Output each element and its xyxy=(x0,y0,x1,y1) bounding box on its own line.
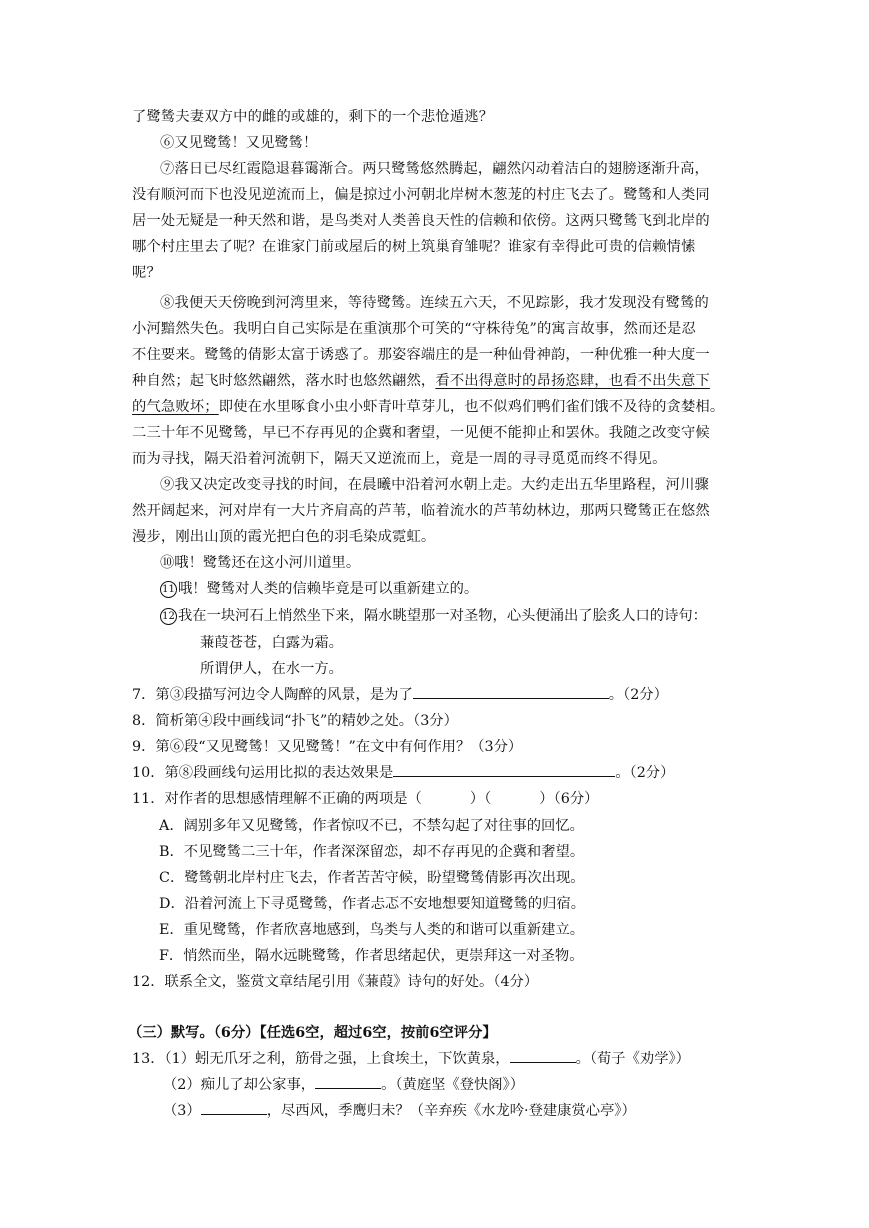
paragraph-12 xyxy=(160,603,707,629)
question-score: 。（2分） xyxy=(615,765,675,781)
question-score: 。（2分） xyxy=(608,687,668,703)
option-e: E．重见鹭鸶，作者欣喜地感到，鸟类与人类的和谐可以重新建立。 xyxy=(159,922,585,938)
paragraph-7-line: 没有顺河而下也没见逆流而上，偏是掠过小河朝北岸树木葱茏的村庄飞去了。鹭鸶和人类同 xyxy=(132,187,710,203)
question-text: 7．第③段描写河边令人陶醉的风景，是为了 xyxy=(132,687,413,703)
question-source: ，尽西风，季鹰归未？（辛弃疾《水龙吟·登建康赏心亭》） xyxy=(266,1103,636,1119)
option-a: A．阔别多年又见鹭鸶，作者惊叹不已，不禁勾起了对往事的回忆。 xyxy=(159,818,584,834)
answer-blank[interactable] xyxy=(315,1072,381,1089)
poem-line: 蒹葭苍苍，白露为霜。 xyxy=(200,635,343,651)
paragraph-9-line: 漫步，刚出山顶的霞光把白色的羽毛染成霓虹。 xyxy=(132,529,436,545)
question-text: （3） xyxy=(163,1103,201,1119)
paragraph-9-line: 然开阔起来，河对岸有一大片齐肩高的芦苇，临着流水的芦苇幼林边，那两只鹭鸶正在悠然 xyxy=(132,503,710,519)
answer-blank[interactable] xyxy=(510,1046,576,1063)
paragraph-7-line: 居一处无疑是一种天然和谐，是鸟类对人类善良天性的信赖和依傍。这两只鹭鸶飞到北岸的 xyxy=(132,213,710,229)
option-c: C．鹭鸶朝北岸村庄飞去，作者苦苦守候，盼望鹭鸶倩影再次出现。 xyxy=(159,870,585,886)
paragraph-text: 我在一块河石上悄然坐下来，隔水眺望那一对圣物，心头便涌出了脍炙人口的诗句： xyxy=(178,608,707,624)
question-13-1 xyxy=(132,1046,690,1072)
paragraph-9-line: ⑨我又决定改变寻找的时间，在晨曦中沿着河水朝上走。大约走出五华里路程，河川骤 xyxy=(160,477,709,493)
question-13-3 xyxy=(163,1098,636,1124)
paragraph-8-line: ⑧我便天天傍晚到河湾里来，等待鹭鸶。连续五六天，不见踪影，我才发现没有鹭鸶的 xyxy=(160,295,709,311)
underlined-sentence: 看不出得意时的昂扬恣肆，也看不出失意下 xyxy=(435,373,710,389)
answer-blank[interactable] xyxy=(393,760,615,777)
paragraph-7-line: 呢？ xyxy=(132,265,161,281)
question-7 xyxy=(132,682,668,708)
question-10 xyxy=(132,760,674,786)
poem-line: 所谓伊人，在水一方。 xyxy=(200,661,343,677)
paragraph-8-line: 二三十年不见鹭鸶，早已不存再见的企冀和奢望，一见便不能抑止和罢休。我随之改变守候 xyxy=(132,425,710,441)
answer-blank[interactable] xyxy=(201,1098,267,1115)
paragraph-number-circle: 12 xyxy=(160,608,177,625)
question-9: 9．第⑥段“又见鹭鸶！又见鹭鸶！”在文中有何作用？（3分） xyxy=(132,739,523,755)
paragraph-8-line xyxy=(132,368,710,394)
plain-text: 即使在水里啄食小虫小虾青叶草芽儿，也不似鸡们鸭们雀们饿不及待的贪婪相。 xyxy=(218,399,725,415)
paragraph-number-circle: 11 xyxy=(160,581,177,598)
question-12: 12．联系全文，鉴赏文章结尾引用《蒹葭》诗句的好处。（4分） xyxy=(132,974,539,990)
section-heading: （三）默写。（6分）【任选6空，超过6空，按前6空评分】 xyxy=(128,1025,497,1041)
underlined-sentence: 的气急败坏； xyxy=(132,399,219,415)
paragraph-8-line xyxy=(132,394,724,420)
option-f: F．悄然而坐，隔水远眺鹭鸶，作者思绪起伏，更崇拜这一对圣物。 xyxy=(159,948,584,964)
plain-text: 种自然；起飞时悠然翩然，落水时也悠然翩然， xyxy=(132,373,436,389)
question-source: 。（黄庭坚《登快阁》） xyxy=(381,1077,525,1093)
paragraph-11 xyxy=(160,576,478,602)
question-text: 13．（1）蚓无爪牙之利，筋骨之强，上食埃土，下饮黄泉， xyxy=(132,1051,510,1067)
paragraph-8-line: 而为寻找，隔天沿着河流朝下，隔天又逆流而上，竟是一周的寻寻觅觅而终不得见。 xyxy=(132,451,667,467)
question-text: ）（ xyxy=(469,791,492,807)
question-text: 10．第⑧段画线句运用比拟的表达效果是 xyxy=(132,765,394,781)
option-d: D．沿着河流上下寻觅鹭鸶，作者忐忑不安地想要知道鹭鸶的归宿。 xyxy=(159,896,586,912)
question-source: 。（荀子《劝学》） xyxy=(575,1051,690,1067)
paragraph-7-line: ⑦落日已尽红霞隐退暮霭渐合。两只鹭鸶悠然腾起，翩然闪动着洁白的翅膀逐渐升高， xyxy=(160,161,709,177)
option-b: B．不见鹭鸶二三十年，作者深深留恋，却不存再见的企冀和奢望。 xyxy=(159,844,585,860)
paragraph-line: 了鹭鸶夫妻双方中的雌的或雄的，剩下的一个悲怆遁逃？ xyxy=(132,109,494,125)
paragraph-10: ⑩哦！鹭鸶还在这小河川道里。 xyxy=(160,555,361,571)
paragraph-text: 哦！鹭鸶对人类的信赖毕竟是可以重新建立的。 xyxy=(178,581,479,597)
paragraph-7-line: 哪个村庄里去了呢？在谁家门前或屋后的树上筑巢育雏呢？谁家有幸得此可贵的信赖情愫 xyxy=(132,239,696,255)
question-text: （2）痴儿了却公家事， xyxy=(163,1077,316,1093)
question-8: 8．简析第④段中画线词“扑飞”的精妙之处。（3分） xyxy=(132,713,458,729)
answer-blank[interactable] xyxy=(413,682,609,699)
paragraph-6: ⑥又见鹭鸶！又见鹭鸶！ xyxy=(160,135,318,151)
question-text: 11．对作者的思想感情理解不正确的两项是（ xyxy=(132,791,422,807)
paragraph-8-line: 不住要来。鹭鸶的倩影太富于诱惑了。那姿容端庄的是一种仙骨神韵，一种优雅一种大度一 xyxy=(132,347,710,363)
question-score: ）（6分） xyxy=(539,791,599,807)
paragraph-8-line: 小河黯然失色。我明白自己实际是在重演那个可笑的“守株待兔”的寓言故事，然而还是忍 xyxy=(132,321,696,337)
question-13-2 xyxy=(163,1072,524,1098)
question-11 xyxy=(132,786,598,812)
